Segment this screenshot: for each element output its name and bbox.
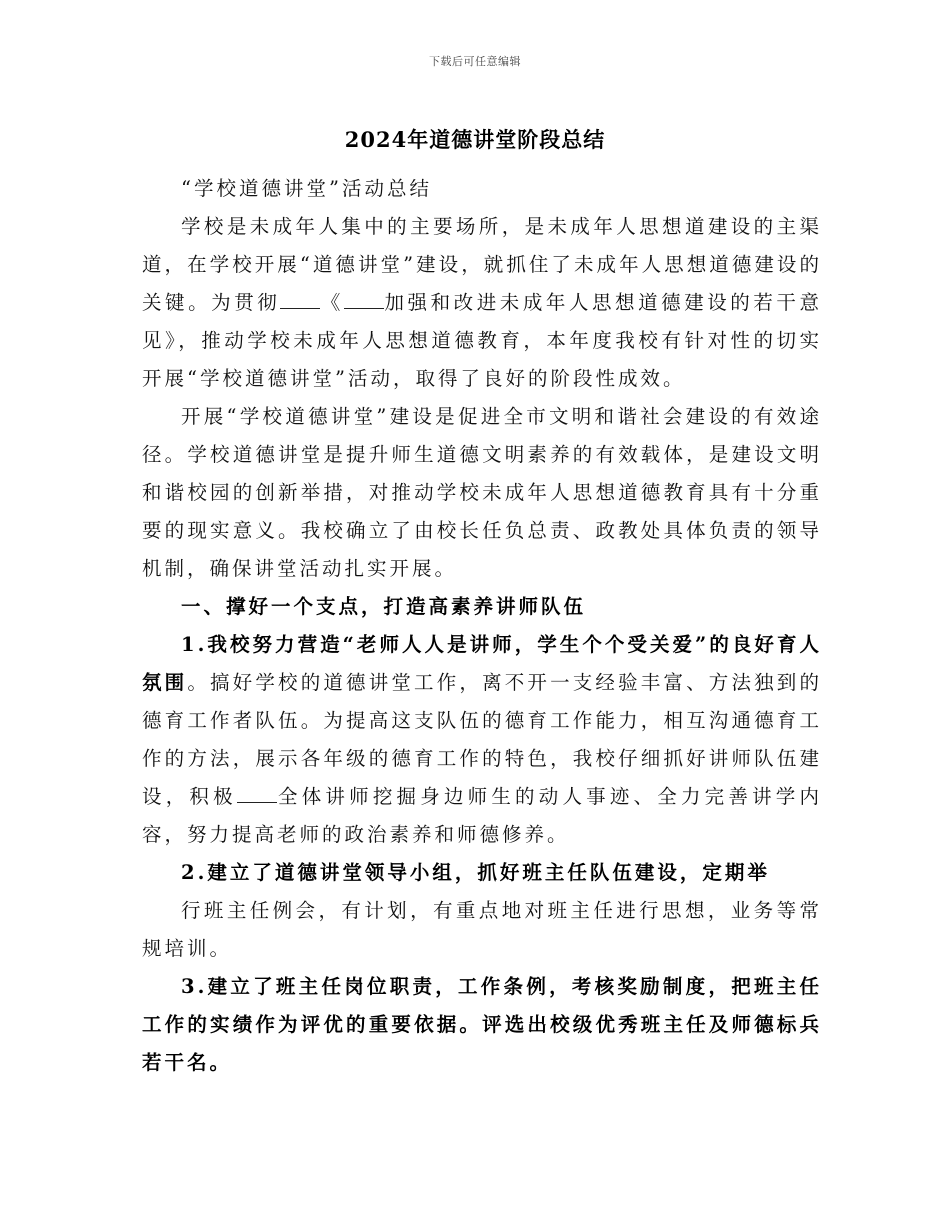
document-title: 2024年道德讲堂阶段总结 (344, 127, 606, 152)
item-3: 3.建立了班主任岗位职责，工作条例，考核奖励制度，把班主任工作的实绩作为评优的重要依据。评选出校级优秀班主任及师德标兵若干名。 (142, 975, 822, 1074)
fill-blank (344, 290, 384, 309)
paragraph-intro-part-b: 《 (320, 291, 344, 314)
section-heading-1: 一、撑好一个支点，打造高素养讲师队伍 (181, 595, 587, 618)
item-1-text-b: 全体讲师挖掘身边师生的动人事迹、全力完善讲学内容，努力提高老师的政治素养和师德修养。 (142, 785, 822, 846)
item-2-text: 行班主任例会，有计划，有重点地对班主任进行思想，业务等常规培训。 (142, 899, 822, 960)
fill-blank (280, 290, 320, 309)
paragraph-intro-part-a: 学校是未成年人集中的主要场所，是未成年人思想道建设的主渠道，在学校开展“道德讲堂”建设，就抓住了未成年人思想道德建设的关键。为贯彻 (142, 215, 822, 314)
item-1-bold: 1.我校努力营造“老师人人是讲师，学生个个受关爱”的良好育人氛围 (142, 633, 822, 694)
item-1-text-a: 。搞好学校的道德讲堂工作，离不开一支经验丰富、方法独到的德育工作者队伍。为提高这支队伍的德育工作能力，相互沟通德育工作的方法，展示各年级的德育工作的特色，我校仔细抓好讲师队伍建设，积极 (142, 671, 822, 808)
item-1 (142, 626, 822, 854)
item-2-heading: 2.建立了道德讲堂领导小组，抓好班主任队伍建设，定期举 (181, 861, 770, 884)
paragraph-intro-part-c: 加强和改进未成年人思想道德建设的若干意见》，推动学校未成年人思想道德教育，本年度我校有针对性的切实开展“学校道德讲堂”活动，取得了良好的阶段性成效。 (142, 291, 822, 390)
paragraph-significance: 开展“学校道德讲堂”建设是促进全市文明和谐社会建设的有效途径。学校道德讲堂是提升师生道德文明素养的有效载体，是建设文明和谐校园的创新举措，对推动学校未成年人思想道德教育具有十分重要的现实意义。我校确立了由校长任负总责、政教处具体负责的领导机制，确保讲堂活动扎实开展。 (142, 405, 822, 580)
fill-blank (237, 784, 277, 803)
header-note: 下载后可任意编辑 (429, 55, 521, 68)
document-body (142, 170, 822, 1082)
document-subtitle: “学校道德讲堂”活动总结 (181, 177, 432, 200)
paragraph-intro (142, 208, 822, 398)
